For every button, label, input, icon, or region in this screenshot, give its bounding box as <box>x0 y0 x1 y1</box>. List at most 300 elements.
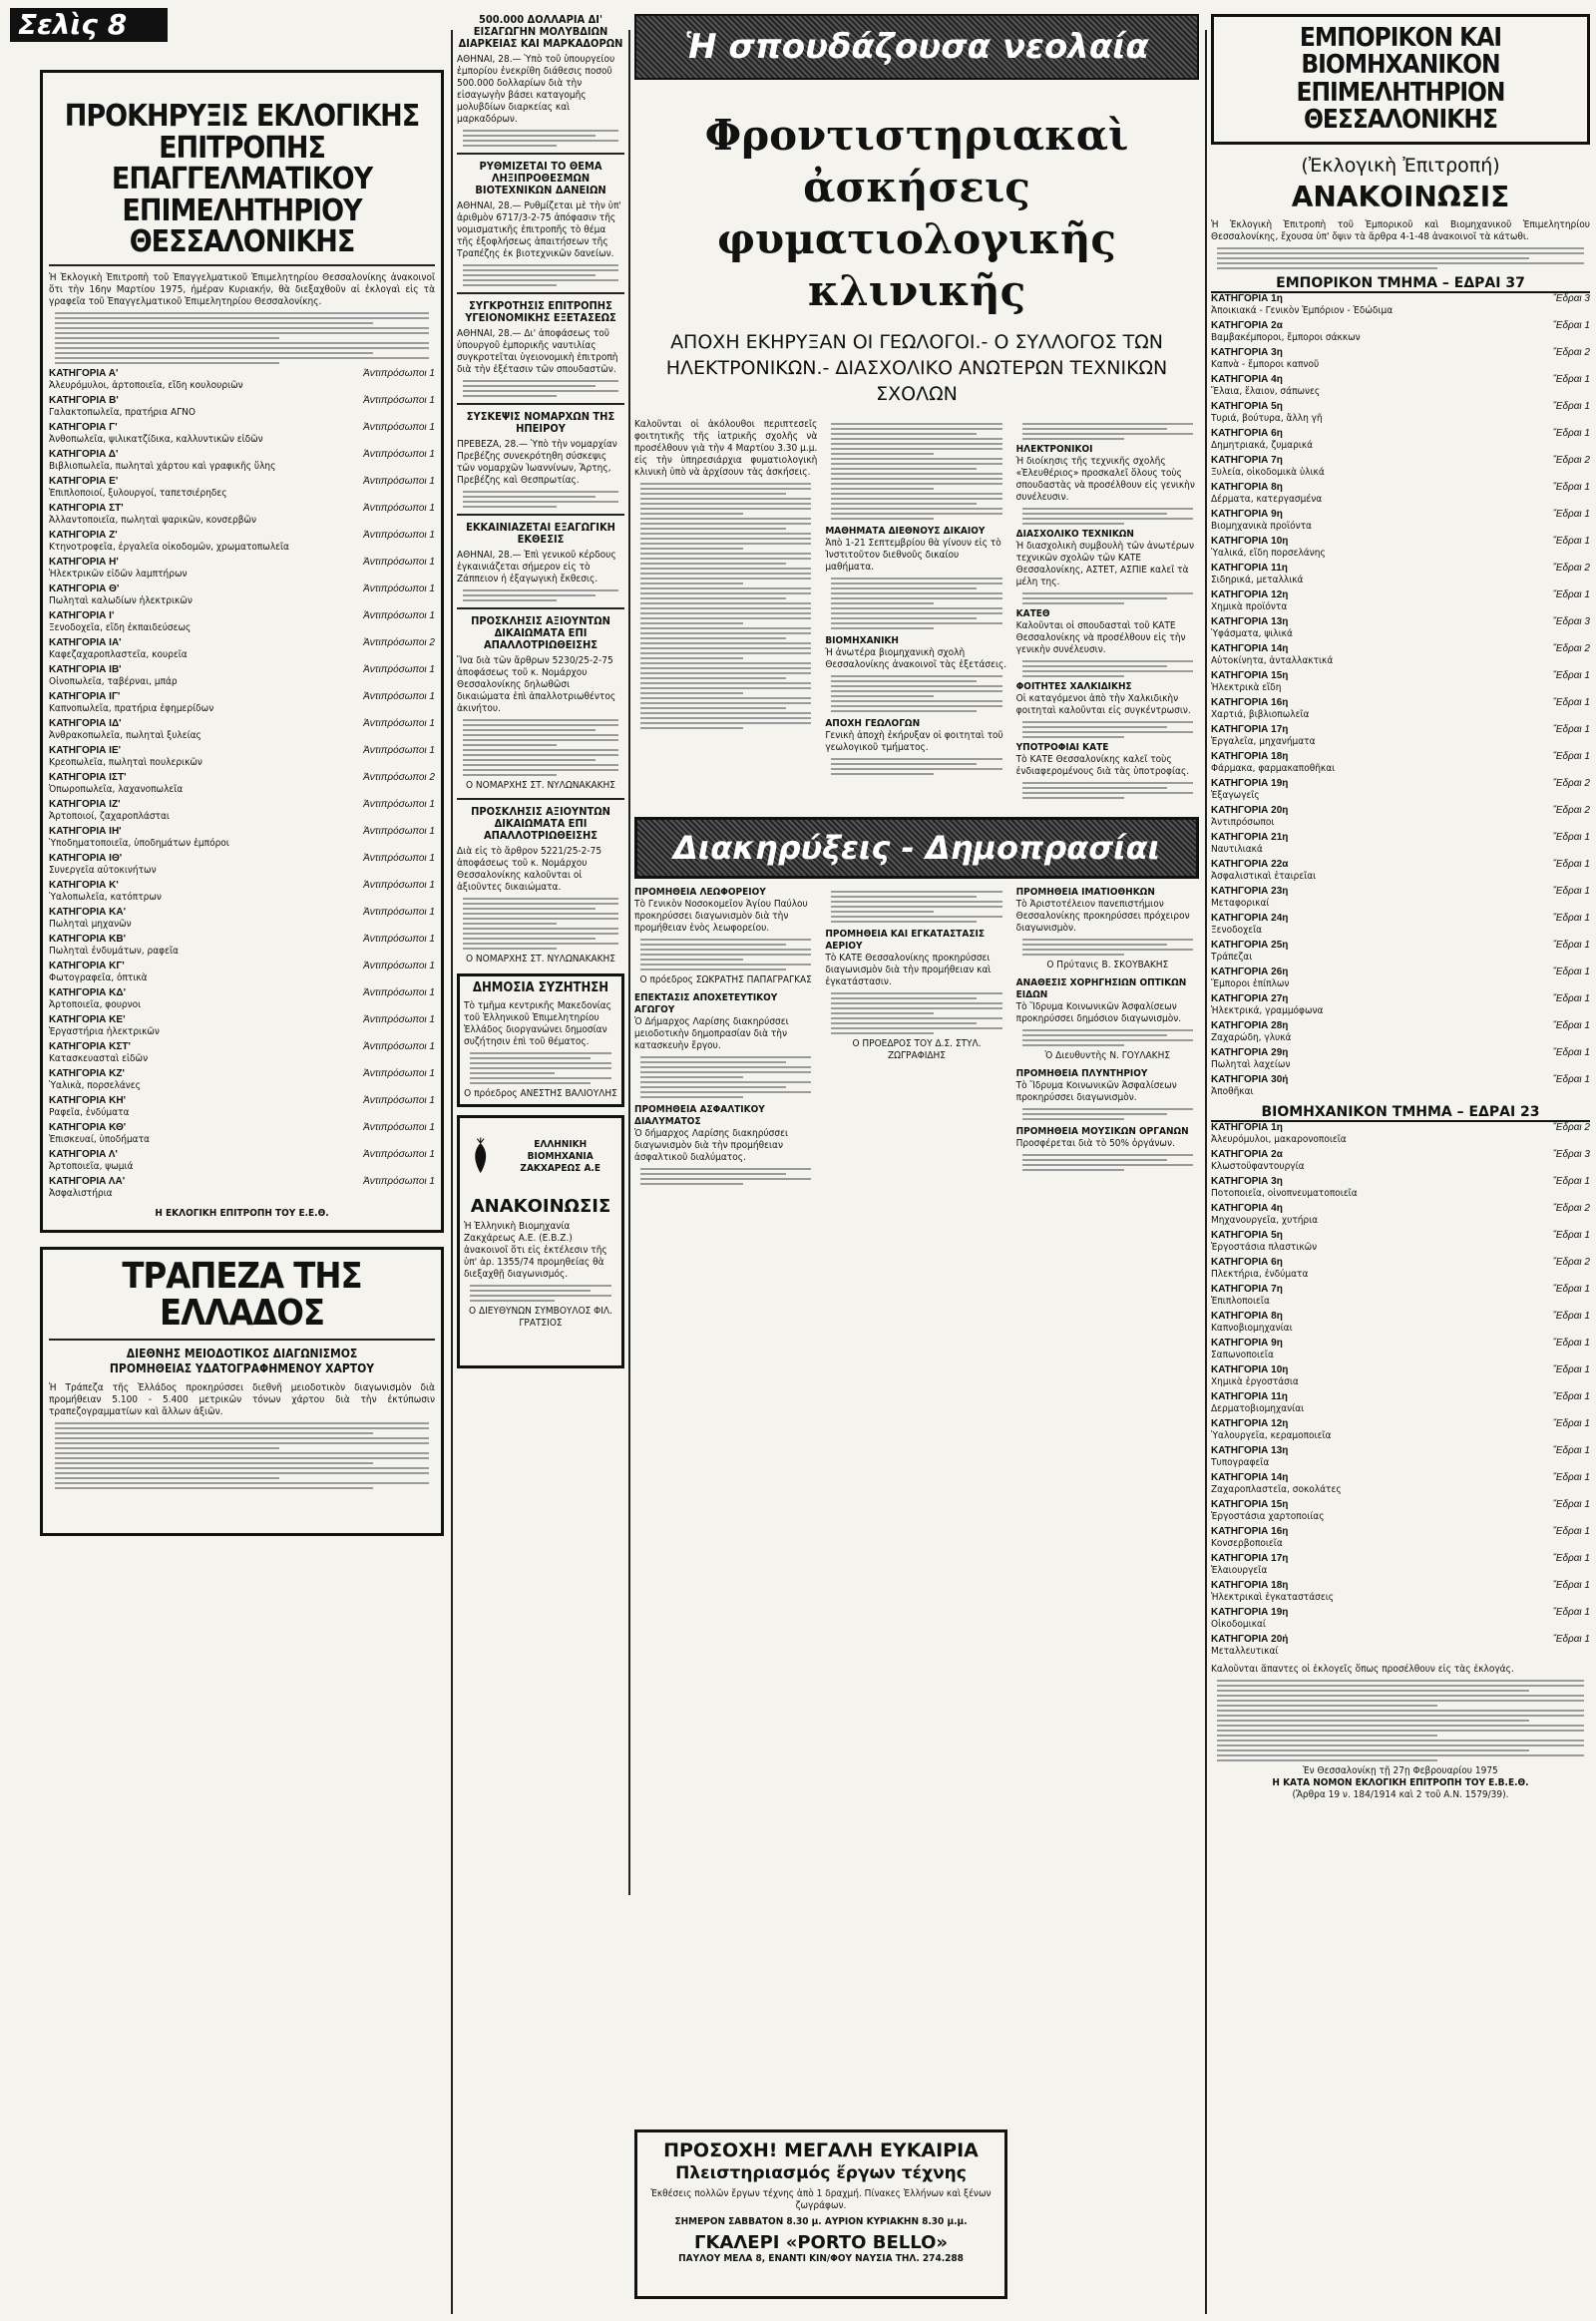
category-description: Σιδηρικά, μεταλλικά <box>1211 575 1304 586</box>
category-name: ΚΑΤΗΓΟΡΙΑ 27η <box>1211 993 1289 1005</box>
section-heading: ΥΠΟΤΡΟΦΙΑΙ ΚΑΤΕ <box>1015 742 1109 753</box>
announcements-title: ΑΝΑΚΟΙΝΩΣΙΣ <box>1291 181 1510 214</box>
brief-title: ΕΚΚΑΙΝΙΑΖΕΤΑΙ ΕΞΑΓΩΓΙΚΗ ΕΚΘΕΣΙΣ <box>466 521 615 546</box>
left-column <box>40 50 444 1536</box>
category-entry <box>49 503 435 527</box>
tenders-columns <box>634 887 1199 1189</box>
body-text-lines <box>470 1285 611 1302</box>
auction-gallery: ΓΚΑΛΕΡΙ «PORTO BELLO» <box>694 2232 948 2253</box>
public-discussion-signature: Ο πρόεδρος ΑΝΕΣΤΗΣ ΒΑΛΙΟΥΛΗΣ <box>464 1088 617 1099</box>
category-entry <box>1211 374 1590 398</box>
category-seats: Ἕδραι 1 <box>1552 1445 1590 1457</box>
category-seats: Ἕδραι 1 <box>1552 1607 1590 1619</box>
category-description: Ἐπιπλοποιεῖα <box>1211 1296 1270 1308</box>
category-entry <box>1211 1047 1590 1071</box>
category-description: Ἐργοστάσια χαρτοποιίας <box>1211 1511 1325 1523</box>
category-description: Σαπωνοποιεῖα <box>1211 1350 1274 1361</box>
category-seats: Ἕδραι 1 <box>1552 1311 1590 1323</box>
category-description: Καφεζαχαροπλαστεῖα, κουρεῖα <box>49 648 188 660</box>
category-description: Ἀρτοποιοί, ζαχαροπλάσται <box>49 810 170 822</box>
proclamation-intro: Ἡ Ἐκλογικὴ Ἐπιτροπὴ τοῦ Ἐπαγγελματικοῦ Ἐπιμελητηρίου Θεσσαλονίκης ἀνακοινοῖ ὅτι τὴν 16ην Μαρτίου 1975, ἡμέραν Κυριακήν, θὰ διεξαχθοῦν αἱ ἐκλογαὶ εἰς τὰ γραφεῖα τοῦ Ἐπαγγελματικοῦ Ἐπιμελητηρίου Θεσσαλονίκης. <box>49 271 435 307</box>
brief-title: ΣΥΣΚΕΨΙΣ ΝΟΜΑΡΧΩΝ ΤΗΣ ΗΠΕΙΡΟΥ <box>466 410 615 435</box>
category-name: ΚΑΤΗΓΟΡΙΑ ΚΑ' <box>49 906 127 918</box>
category-entry <box>49 1122 435 1146</box>
category-name: ΚΑΤΗΓΟΡΙΑ 23η <box>1211 886 1289 898</box>
sugar-announcement-title: ΑΝΑΚΟΙΝΩΣΙΣ <box>470 1196 611 1217</box>
category-description: Ὀπωροπωλεῖα, λαχανοπωλεῖα <box>49 783 184 795</box>
category-seats: Ἀντιπρόσωποι 1 <box>363 1013 435 1025</box>
category-entry <box>49 530 435 554</box>
category-name: ΚΑΤΗΓΟΡΙΑ 26η <box>1211 967 1289 978</box>
category-entry <box>49 1149 435 1173</box>
body-text-lines <box>1022 1029 1193 1046</box>
industry-section-header: ΒΙΟΜΗΧΑΝΙΚΟΝ ΤΜΗΜΑ – ΕΔΡΑΙ 23 <box>1211 1104 1590 1122</box>
section-text: Καλοῦνται οἱ σπουδασταὶ τοῦ ΚΑΤΕ Θεσσαλονίκης νὰ προσέλθουν εἰς τὴν γενικὴν συνέλευσιν. <box>1015 620 1186 655</box>
column-rule <box>1205 30 1207 2314</box>
category-description: Οἰνοπωλεῖα, ταβέρναι, μπάρ <box>49 675 178 687</box>
category-seats: Ἀντιπρόσωποι 1 <box>363 744 435 756</box>
category-name: ΚΑΤΗΓΟΡΙΑ 15η <box>1211 670 1289 682</box>
category-name: ΚΑΤΗΓΟΡΙΑ ΙΒ' <box>49 663 122 675</box>
category-seats: Ἕδραι 2 <box>1552 347 1590 359</box>
category-entry <box>1211 751 1590 775</box>
category-description: Τράπεζαι <box>1211 952 1253 964</box>
category-seats: Ἀντιπρόσωποι 1 <box>363 933 435 945</box>
category-description: Μηχανουργεῖα, χυτήρια <box>1211 1215 1319 1227</box>
body-text-lines <box>1022 1108 1193 1120</box>
category-description: Χαρτιά, βιβλιοπωλεῖα <box>1211 709 1310 721</box>
chamber-title: ΕΜΠΟΡΙΚΟΝ ΚΑΙ ΒΙΟΜΗΧΑΝΙΚΟΝ ΕΠΙΜΕΛΗΤΗΡΙΟΝ ΘΕΣΣΑΛΟΝΙΚΗΣ <box>1296 23 1505 135</box>
category-description: Ἀποθῆκαι <box>1211 1086 1254 1098</box>
category-name: ΚΑΤΗΓΟΡΙΑ ΚΕ' <box>49 1013 126 1025</box>
category-description: Ὑαλικά, εἴδη πορσελάνης <box>1211 548 1326 560</box>
category-entry <box>49 368 435 392</box>
category-entry <box>49 745 435 769</box>
body-text-lines <box>1022 508 1193 525</box>
notice-signature: Ο ΝΟΜΑΡΧΗΣ ΣΤ. ΝΥΛΩΝΑΚΑΚΗΣ <box>466 954 615 965</box>
category-name: ΚΑΤΗΓΟΡΙΑ 11η <box>1211 1391 1288 1403</box>
notice-title: ΠΡΟΣΚΛΗΣΙΣ ΑΞΙΟΥΝΤΩΝ ΔΙΚΑΙΩΜΑΤΑ ΕΠΙ ΑΠΑΛΛΟΤΡΙΩΘΕΙΣΗΣ <box>471 805 610 842</box>
notice-text: Ἵνα διὰ τῶν ἄρθρων 5230/25-2-75 ἀποφάσεως τοῦ κ. Νομάρχου Θεσσαλονίκης δηλωθῶσι δικαιώματα ἐπὶ ἀπαλλοτριωθέντος ἀκινήτου. <box>457 655 616 714</box>
category-description: Κτηνοτροφεῖα, ἐργαλεῖα οἰκοδομῶν, χρωματοπωλεῖα <box>49 541 289 553</box>
category-entry <box>49 826 435 850</box>
category-description: Ραφεῖα, ἐνδύματα <box>49 1106 130 1118</box>
category-entry <box>1211 1122 1590 1146</box>
category-description: Ἐργαστήρια ἠλεκτρικῶν <box>49 1025 160 1037</box>
auction-subtitle: Πλειστηριασμός ἔργων τέχνης <box>675 2163 967 2183</box>
category-description: Ἐπιπλοποιοί, ξυλουργοί, ταπετσιέρηδες <box>49 487 227 499</box>
body-text-lines <box>831 891 1001 923</box>
category-description: Δερματοβιομηχανίαι <box>1211 1403 1305 1415</box>
category-description: Ξενοδοχεῖα <box>1211 925 1263 937</box>
section-text: Ἡ διοίκησις τῆς τεχνικῆς σχολῆς «Ἐλευθέριος» προσκαλεῖ ὅλους τοὺς σπουδαστὰς νὰ προσέλθουν εἰς γενικὴν συνέλευσιν. <box>1015 456 1195 503</box>
category-name: ΚΑΤΗΓΟΡΙΑ 9η <box>1211 509 1283 521</box>
category-name: ΚΑΤΗΓΟΡΙΑ ΚΘ' <box>49 1121 127 1133</box>
divider <box>457 514 624 516</box>
category-seats: Ἕδραι 1 <box>1552 724 1590 736</box>
category-entry <box>1211 1364 1590 1388</box>
column-rule <box>628 30 630 1895</box>
commerce-category-list <box>1211 293 1590 1098</box>
category-name: ΚΑΤΗΓΟΡΙΑ ΙΗ' <box>49 825 122 837</box>
category-entry <box>1211 913 1590 937</box>
brief-title: ΡΥΘΜΙΖΕΤΑΙ ΤΟ ΘΕΜΑ ΛΗΞΙΠΡΟΘΕΣΜΩΝ ΒΙΟΤΕΧΝΙΚΩΝ ΔΑΝΕΙΩΝ <box>475 160 606 196</box>
category-description: Ὑαλοπωλεῖα, κατόπτρων <box>49 891 162 903</box>
category-description: Ὑαλουργεῖα, κεραμοποιεῖα <box>1211 1430 1332 1442</box>
brief-title: ΣΥΓΚΡΟΤΗΣΙΣ ΕΠΙΤΡΟΠΗΣ ΥΓΕΙΟΝΟΜΙΚΗΣ ΕΞΕΤΑΣΕΩΣ <box>465 299 616 324</box>
chamber-closing: Καλοῦνται ἅπαντες οἱ ἐκλογεῖς ὅπως προσέλθουν εἰς τὰς ἐκλογάς. <box>1211 1664 1514 1676</box>
proclamation-signature: Η ΕΚΛΟΓΙΚΗ ΕΠΙΤΡΟΠΗ ΤΟΥ Ε.Ε.Θ. <box>155 1207 329 1219</box>
bank-text: Ἡ Τράπεζα τῆς Ἑλλάδος προκηρύσσει διεθνῆ μειοδοτικὸν διαγωνισμὸν διὰ προμήθειαν 5.100 - 5.400 μετρικῶν τόνων χάρτου διὰ τὴν ἐκτύπωσιν τραπεζογραμματίων καὶ ἄλλων ἀξιῶν. <box>49 1382 435 1418</box>
category-seats: Ἕδραι 1 <box>1552 320 1590 332</box>
category-description: Ἐργοστάσια πλαστικῶν <box>1211 1242 1318 1254</box>
category-entry <box>1211 347 1590 371</box>
center-column <box>634 14 1199 1189</box>
category-description: Ναυτιλιακά <box>1211 844 1263 856</box>
category-entry <box>49 718 435 742</box>
notice-text: Διὰ εἰς τὸ ἄρθρον 5221/25-2-75 ἀποφάσεως τοῦ κ. Νομάρχου Θεσσαλονίκης καλοῦνται οἱ ἀξιοῦντες δικαιώματα. <box>457 846 602 893</box>
category-entry <box>1211 536 1590 560</box>
category-entry <box>1211 1338 1590 1361</box>
category-name: ΚΑΤΗΓΟΡΙΑ 5η <box>1211 1230 1283 1242</box>
category-name: ΚΑΤΗΓΟΡΙΑ 11η <box>1211 563 1288 575</box>
sugar-company-box <box>457 1115 624 1368</box>
category-entry <box>1211 1580 1590 1604</box>
category-entry <box>49 422 435 446</box>
category-name: ΚΑΤΗΓΟΡΙΑ Κ' <box>49 879 119 891</box>
category-entry <box>1211 832 1590 856</box>
category-name: ΚΑΤΗΓΟΡΙΑ 15η <box>1211 1499 1289 1511</box>
category-entry <box>49 476 435 500</box>
auction-text: Ἐκθέσεις πολλῶν ἔργων τέχνης ἀπὸ 1 δραχμή. Πίνακες Ἑλλήνων καὶ ξένων ζωγράφων. <box>650 2188 992 2211</box>
category-description: Αὐτοκίνητα, ἀνταλλακτικά <box>1211 655 1334 667</box>
section-heading: ΗΛΕΚΤΡΟΝΙΚΟΙ <box>1015 444 1093 455</box>
tenders-column <box>825 887 1007 1189</box>
category-seats: Ἕδραι 1 <box>1552 428 1590 440</box>
auction-title: ΠΡΟΣΟΧΗ! ΜΕΓΑΛΗ ΕΥΚΑΙΡΙΑ <box>663 2139 979 2161</box>
category-seats: Ἀντιπρόσωποι 1 <box>363 475 435 487</box>
category-seats: Ἕδραι 2 <box>1552 1203 1590 1215</box>
category-entry <box>1211 1472 1590 1496</box>
category-seats: Ἀντιπρόσωποι 1 <box>363 1040 435 1052</box>
section-heading: ΔΙΑΣΧΟΛΙΚΟ ΤΕΧΝΙΚΩΝ <box>1015 529 1134 540</box>
article-lead: Καλοῦνται οἱ ἀκόλουθοι περιπτεσεῖς φοιτητικῆς τῆς ἰατρικῆς σχολῆς νὰ προσέλθουν γιὰ τὴν 4 Μαρτίου 3.30 μ.μ. εἰς τὴν ὑπηρεσιάρχια φυματιολογικὴ κλινικὴ ὑπὸ νὰ ἀρχίσουν τὰς ἀσκήσεις. <box>634 419 818 478</box>
category-name: ΚΑΤΗΓΟΡΙΑ ΚΒ' <box>49 933 127 945</box>
commerce-section-header: ΕΜΠΟΡΙΚΟΝ ΤΜΗΜΑ – ΕΔΡΑΙ 37 <box>1211 275 1590 293</box>
category-description: Κρεοπωλεῖα, πωληταὶ πουλερικῶν <box>49 756 202 768</box>
brief-title: 500.000 ΔΟΛΛΑΡΙΑ ΔΙ' ΕΙΣΑΓΩΓΗΝ ΜΟΛΥΒΔΙΩΝ ΔΙΑΡΚΕΙΑΣ ΚΑΙ ΜΑΡΚΑΔΟΡΩΝ <box>458 14 623 50</box>
category-name: ΚΑΤΗΓΟΡΙΑ 20η <box>1211 805 1289 817</box>
section-text: Γενικὴ ἀποχὴ ἐκήρυξαν οἱ φοιτηταὶ τοῦ γεωλογικοῦ τμήματος. <box>825 730 1003 753</box>
category-name: ΚΑΤΗΓΟΡΙΑ ΚΖ' <box>49 1067 125 1079</box>
category-seats: Ἕδραι 2 <box>1552 805 1590 817</box>
category-seats: Ἕδραι 1 <box>1552 697 1590 709</box>
category-name: ΚΑΤΗΓΟΡΙΑ 20ή <box>1211 1634 1289 1646</box>
category-seats: Ἕδραι 1 <box>1552 859 1590 871</box>
category-entry <box>49 395 435 419</box>
category-description: Γαλακτοπωλεῖα, πρατήρια ΑΓΝΟ <box>49 406 196 418</box>
category-entry <box>1211 1284 1590 1308</box>
divider <box>457 798 624 800</box>
category-entry <box>1211 1176 1590 1200</box>
body-text-lines <box>463 589 618 601</box>
category-description: Ἀποικιακά - Γενικὸν Ἐμπόριον - Ἐδώδιμα <box>1211 305 1394 317</box>
category-seats: Ἀντιπρόσωποι 1 <box>363 717 435 729</box>
category-entry <box>1211 1607 1590 1631</box>
brief-text: ΠΡΕΒΕΖΑ, 28.— Ὑπὸ τὴν νομαρχίαν Πρεβέζης συνεκρότηθη σύσκεψις τῶν νομαρχῶν Ἰωαννίνων, Ἄρτης, Πρεβέζης καὶ Θεσπρωτίας. <box>457 439 617 486</box>
tender-signature: Ὁ Διευθυντὴς Ν. ΓΟΥΛΑΚΗΣ <box>1044 1050 1171 1061</box>
student-youth-banner: Ἡ σπουδάζουσα νεολαία <box>634 14 1199 80</box>
category-description: Χημικὰ ἐργοστάσια <box>1211 1376 1299 1388</box>
category-entry <box>1211 320 1590 344</box>
body-text-lines <box>463 264 618 286</box>
category-entry <box>1211 1445 1590 1469</box>
category-entry <box>1211 1203 1590 1227</box>
category-seats: Ἀντιπρόσωποι 1 <box>363 1067 435 1079</box>
category-seats: Ἕδραι 1 <box>1552 509 1590 521</box>
main-headline-2: φυματιολογικῆς κλινικῆς <box>717 214 1116 315</box>
category-seats: Ἀντιπρόσωποι 2 <box>363 771 435 783</box>
category-name: ΚΑΤΗΓΟΡΙΑ Γ' <box>49 421 118 433</box>
category-seats: Ἕδραι 2 <box>1552 643 1590 655</box>
category-entry <box>1211 670 1590 694</box>
category-name: ΚΑΤΗΓΟΡΙΑ 22α <box>1211 859 1289 871</box>
tender-text: Τὸ Γενικὸν Νοσοκομεῖον Ἀγίου Παύλου προκηρύσσει διαγωνισμὸν διὰ τὴν προμήθειαν ἑνὸς λεωφορείου. <box>634 899 808 934</box>
category-seats: Ἀντιπρόσωποι 1 <box>363 502 435 514</box>
category-description: Ἀρτοποιεῖα, φουρνοι <box>49 998 142 1010</box>
category-description: Ἠλεκτρικά, γραμμόφωνα <box>1211 1005 1324 1017</box>
public-discussion-text: Τὸ τμῆμα κεντρικῆς Μακεδονίας τοῦ Ἑλληνικοῦ Ἐπιμελητηρίου Ἑλλάδος διοργανώνει δημοσίαν συζήτησιν ἐπὶ τοῦ θέματος. <box>464 1000 611 1047</box>
body-text-lines <box>831 578 1001 629</box>
sugar-company-name: ΕΛΛΗΝΙΚΗ ΒΙΟΜΗΧΑΝΙΑ ΖΑΚΧΑΡΕΩΣ Α.Ε <box>520 1139 600 1174</box>
category-name: ΚΑΤΗΓΟΡΙΑ 21η <box>1211 832 1289 844</box>
category-name: ΚΑΤΗΓΟΡΙΑ 13η <box>1211 1445 1289 1457</box>
category-name: ΚΑΤΗΓΟΡΙΑ 3η <box>1211 347 1283 359</box>
tender-title: ΑΝΑΘΕΣΙΣ ΧΟΡΗΓΗΣΙΩΝ ΟΠΤΙΚΩΝ ΕΙΔΩΝ <box>1015 977 1187 1000</box>
category-description: Συνεργεῖα αὐτοκινήτων <box>49 864 157 876</box>
category-name: ΚΑΤΗΓΟΡΙΑ 30ή <box>1211 1074 1289 1086</box>
section-text: Τὸ ΚΑΤΕ Θεσσαλονίκης καλεῖ τοὺς ἐνδιαφερομένους διὰ τὰς ὑποτροφίας. <box>1015 754 1190 777</box>
article-columns <box>634 419 1199 803</box>
category-seats: Ἕδραι 1 <box>1552 1499 1590 1511</box>
category-name: ΚΑΤΗΓΟΡΙΑ ΙΘ' <box>49 852 123 864</box>
category-seats: Ἕδραι 1 <box>1552 1047 1590 1059</box>
tender-title: ΠΡΟΜΗΘΕΙΑ ΑΣΦΑΛΤΙΚΟΥ ΔΙΑΛΥΜΑΤΟΣ <box>634 1104 765 1127</box>
news-briefs-column <box>457 14 624 1368</box>
sugar-beet-logo-icon <box>464 1122 497 1192</box>
category-seats: Ἀντιπρόσωποι 1 <box>363 367 435 379</box>
body-text-lines <box>640 483 811 729</box>
category-name: ΚΑΤΗΓΟΡΙΑ Ζ' <box>49 529 118 541</box>
category-seats: Ἕδραι 1 <box>1552 940 1590 952</box>
category-name: ΚΑΤΗΓΟΡΙΑ 19η <box>1211 778 1289 790</box>
article-column <box>825 419 1007 803</box>
category-entry <box>1211 724 1590 748</box>
category-entry <box>1211 1526 1590 1550</box>
category-description: Βαμβακέμποροι, ἔμποροι σάκκων <box>1211 332 1361 344</box>
category-entry <box>1211 482 1590 506</box>
category-seats: Ἀντιπρόσωποι 1 <box>363 609 435 621</box>
category-entry <box>49 1176 435 1200</box>
category-name: ΚΑΤΗΓΟΡΙΑ 4η <box>1211 1203 1283 1215</box>
body-text-lines <box>1022 782 1193 799</box>
category-entry <box>1211 1149 1590 1173</box>
divider <box>457 607 624 609</box>
chamber-date: Ἐν Θεσσαλονίκῃ τῇ 27ῃ Φεβρουαρίου 1975 <box>1303 1765 1498 1777</box>
art-auction-box <box>634 2129 1007 2299</box>
category-entry <box>1211 1499 1590 1523</box>
article-column <box>1016 419 1199 803</box>
category-description: Βιομηχανικὰ προϊόντα <box>1211 521 1312 533</box>
category-description: Ἀνθρακοπωλεῖα, πωληταὶ ξυλείας <box>49 729 201 741</box>
category-description: Ἐργαλεῖα, μηχανήματα <box>1211 736 1316 748</box>
election-committee-label: (Ἐκλογικὴ Ἐπιτροπή) <box>1301 155 1500 178</box>
category-seats: Ἕδραι 3 <box>1552 293 1590 305</box>
category-description: Κατασκευασταὶ εἰδῶν <box>49 1052 149 1064</box>
bank-subtitle-2: ΠΡΟΜΗΘΕΙΑΣ ΥΔΑΤΟΓΡΑΦΗΜΕΝΟΥ ΧΑΡΤΟΥ <box>109 1361 375 1376</box>
category-description: Ἀλευρόμυλοι, μακαρονοποιεῖα <box>1211 1134 1347 1146</box>
category-description: Φωτογραφεῖα, ὀπτικὰ <box>49 971 148 983</box>
article-column <box>634 419 817 803</box>
category-description: Ἀλλαντοποιεῖα, πωληταὶ ψαρικῶν, κονσερβῶν <box>49 514 257 526</box>
body-text-lines <box>831 992 1001 1034</box>
category-description: Ἀντιπρόσωποι <box>1211 817 1275 829</box>
body-text-lines <box>463 491 618 508</box>
category-description: Ὑποδηματοποιεῖα, ὑποδημάτων ἐμπόροι <box>49 837 229 849</box>
category-description: Ἀσφαλιστήρια <box>49 1187 113 1199</box>
category-description: Ἠλεκτρικῶν εἰδῶν λαμπτήρων <box>49 568 188 580</box>
category-name: ΚΑΤΗΓΟΡΙΑ 16η <box>1211 1526 1289 1538</box>
category-name: ΚΑΤΗΓΟΡΙΑ Α' <box>49 367 119 379</box>
category-description: Ξυλεία, οἰκοδομικὰ ὑλικά <box>1211 467 1325 479</box>
category-seats: Ἀντιπρόσωποι 1 <box>363 986 435 998</box>
category-seats: Ἀντιπρόσωποι 1 <box>363 421 435 433</box>
bank-subtitle: ΔΙΕΘΝΗΣ ΜΕΙΟΔΟΤΙΚΟΣ ΔΙΑΓΩΝΙΣΜΟΣ <box>126 1347 358 1361</box>
category-description: Καπνὰ - ἔμποροι καπνοῦ <box>1211 359 1320 371</box>
category-name: ΚΑΤΗΓΟΡΙΑ ΣΤ' <box>49 502 124 514</box>
category-seats: Ἕδραι 1 <box>1552 993 1590 1005</box>
section-heading: ΒΙΟΜΗΧΑΝΙΚΗ <box>825 635 899 646</box>
category-list <box>49 368 435 1200</box>
category-name: ΚΑΤΗΓΟΡΙΑ Η' <box>49 556 119 568</box>
category-name: ΚΑΤΗΓΟΡΙΑ ΛΑ' <box>49 1175 126 1187</box>
category-seats: Ἀντιπρόσωποι 1 <box>363 1094 435 1106</box>
category-name: ΚΑΤΗΓΟΡΙΑ ΙΕ' <box>49 744 122 756</box>
category-entry <box>1211 643 1590 667</box>
category-entry <box>49 637 435 661</box>
column-rule <box>451 30 453 2314</box>
body-text-lines <box>1022 592 1193 604</box>
body-text-lines <box>831 758 1001 775</box>
category-description: Πωληταὶ μηχανῶν <box>49 918 132 930</box>
category-name: ΚΑΤΗΓΟΡΙΑ ΙΓ' <box>49 690 121 702</box>
category-name: ΚΑΤΗΓΟΡΙΑ ΚΓ' <box>49 960 125 971</box>
category-entry <box>1211 697 1590 721</box>
category-name: ΚΑΤΗΓΟΡΙΑ Λ' <box>49 1148 118 1160</box>
category-seats: Ἕδραι 1 <box>1552 1472 1590 1484</box>
sugar-signature: Ο ΔΙΕΥΘΥΝΩΝ ΣΥΜΒΟΥΛΟΣ ΦΙΛ. ΓΡΑΤΣΙΟΣ <box>469 1306 612 1329</box>
proclamation-title: ΠΡΟΚΗΡΥΞΙΣ ΕΚΛΟΓΙΚΗΣ ΕΠΙΤΡΟΠΗΣ ΕΠΑΓΓΕΛΜΑΤΙΚΟΥ ΕΠΙΜΕΛΗΤΗΡΙΟΥ ΘΕΣΣΑΛΟΝΙΚΗΣ <box>64 99 420 259</box>
category-name: ΚΑΤΗΓΟΡΙΑ 29η <box>1211 1047 1289 1059</box>
category-entry <box>1211 401 1590 425</box>
category-name: ΚΑΤΗΓΟΡΙΑ 7η <box>1211 455 1283 467</box>
category-name: ΚΑΤΗΓΟΡΙΑ 17η <box>1211 1553 1289 1565</box>
category-entry <box>49 853 435 877</box>
divider <box>49 264 435 266</box>
category-seats: Ἕδραι 2 <box>1552 1257 1590 1269</box>
category-entry <box>1211 778 1590 802</box>
category-description: Βιβλιοπωλεῖα, πωληταὶ χάρτου καὶ γραφικῆς ὕλης <box>49 460 276 472</box>
category-description: Ἀρτοποιεῖα, ψωμιά <box>49 1160 134 1172</box>
category-description: Ὑφάσματα, ψιλικά <box>1211 628 1293 640</box>
category-seats: Ἕδραι 1 <box>1552 1553 1590 1565</box>
body-text-lines <box>1022 423 1193 440</box>
category-seats: Ἀντιπρόσωποι 1 <box>363 960 435 971</box>
category-seats: Ἕδραι 1 <box>1552 670 1590 682</box>
chamber-header-box <box>1211 14 1590 145</box>
category-seats: Ἕδραι 1 <box>1552 1580 1590 1592</box>
category-description: Ἀσφαλιστικαὶ ἑταιρεῖαι <box>1211 871 1317 883</box>
category-seats: Ἀντιπρόσωποι 1 <box>363 1148 435 1160</box>
category-name: ΚΑΤΗΓΟΡΙΑ 13η <box>1211 616 1289 628</box>
sugar-announcement-text: Ἡ Ἑλληνικὴ Βιομηχανία Ζακχάρεως Α.Ε. (Ε.Β.Ζ.) ἀνακοινοῖ ὅτι εἰς ἐκτέλεσιν τῆς ὑπ' ἀρ. 1355/74 προμηθείας θὰ διεξαχθῇ διαγωνισμός. <box>464 1221 607 1280</box>
body-text-lines <box>470 1052 611 1084</box>
category-name: ΚΑΤΗΓΟΡΙΑ ΚΗ' <box>49 1094 127 1106</box>
category-seats: Ἀντιπρόσωποι 1 <box>363 448 435 460</box>
public-discussion-title: ΔΗΜΟΣΙΑ ΣΥΖΗΤΗΣΗ <box>472 980 609 995</box>
category-seats: Ἕδραι 2 <box>1552 455 1590 467</box>
category-description: Ξενοδοχεῖα, εἴδη ἐκπαιδεύσεως <box>49 621 192 633</box>
body-text-lines <box>831 423 1001 520</box>
tender-signature: Ο πρόεδρος ΣΩΚΡΑΤΗΣ ΠΑΠΑΓΡΑΓΚΑΣ <box>639 974 812 985</box>
category-name: ΚΑΤΗΓΟΡΙΑ ΚΣΤ' <box>49 1040 131 1052</box>
section-text: Οἱ καταγόμενοι ἀπὸ τὴν Χαλκιδικὴν φοιτηταὶ καλοῦνται εἰς συγκέντρωσιν. <box>1015 693 1191 716</box>
category-name: ΚΑΤΗΓΟΡΙΑ 18η <box>1211 751 1289 763</box>
category-seats: Ἕδραι 1 <box>1552 832 1590 844</box>
category-entry <box>49 772 435 796</box>
category-seats: Ἕδραι 1 <box>1552 1074 1590 1086</box>
category-entry <box>49 799 435 823</box>
section-text: Ἡ διασχολικὴ συμβουλὴ τῶν ἀνωτέρων τεχνικῶν σχολῶν τῶν ΚΑΤΕ Θεσσαλονίκης, ΑΣΤΕΤ, ΑΣΠΙΕ καλεῖ τὰ μέλη της. <box>1015 541 1194 587</box>
body-text-lines <box>1022 1154 1193 1171</box>
category-description: Ἐξαγωγεῖς <box>1211 790 1260 802</box>
category-seats: Ἀντιπρόσωποι 1 <box>363 1175 435 1187</box>
category-name: ΚΑΤΗΓΟΡΙΑ 6η <box>1211 1257 1283 1269</box>
category-description: Δημητριακά, ζυμαρικά <box>1211 440 1314 452</box>
chamber-law-reference: (Ἄρθρα 19 ν. 184/1914 καὶ 2 τοῦ Α.Ν. 1579/39). <box>1292 1789 1509 1801</box>
category-seats: Ἕδραι 1 <box>1552 1418 1590 1430</box>
category-entry <box>1211 993 1590 1017</box>
tender-text: Τὸ ΚΑΤΕ Θεσσαλονίκης προκηρύσσει διαγωνισμὸν διὰ τὴν προμήθειαν καὶ ἐγκατάστασιν. <box>825 953 992 987</box>
tender-title: ΠΡΟΜΗΘΕΙΑ ΚΑΙ ΕΓΚΑΤΑΣΤΑΣΙΣ ΑΕΡΙΟΥ <box>825 929 986 952</box>
tenders-column <box>634 887 817 1189</box>
category-seats: Ἕδραι 1 <box>1552 1176 1590 1188</box>
section-heading: ΑΠΟΧΗ ΓΕΩΛΟΓΩΝ <box>825 718 921 729</box>
category-entry <box>49 1095 435 1119</box>
category-description: Ἀλευρόμυλοι, ἀρτοποιεῖα, εἴδη κουλουριῶν <box>49 379 243 391</box>
category-seats: Ἀντιπρόσωποι 1 <box>363 879 435 891</box>
category-entry <box>1211 509 1590 533</box>
category-entry <box>1211 1311 1590 1335</box>
category-name: ΚΑΤΗΓΟΡΙΑ ΙΑ' <box>49 636 122 648</box>
body-text-lines <box>463 898 618 950</box>
body-text-lines <box>1217 247 1584 269</box>
category-name: ΚΑΤΗΓΟΡΙΑ 7η <box>1211 1284 1283 1296</box>
category-seats: Ἕδραι 1 <box>1552 1634 1590 1646</box>
category-name: ΚΑΤΗΓΟΡΙΑ 8η <box>1211 482 1283 494</box>
category-seats: Ἕδραι 1 <box>1552 401 1590 413</box>
section-text: Ἀπὸ 1-21 Σεπτεμβρίου θὰ γίνουν εἰς τὸ Ἰνστιτοῦτον διεθνοῦς δικαίου μαθήματα. <box>825 538 1001 573</box>
